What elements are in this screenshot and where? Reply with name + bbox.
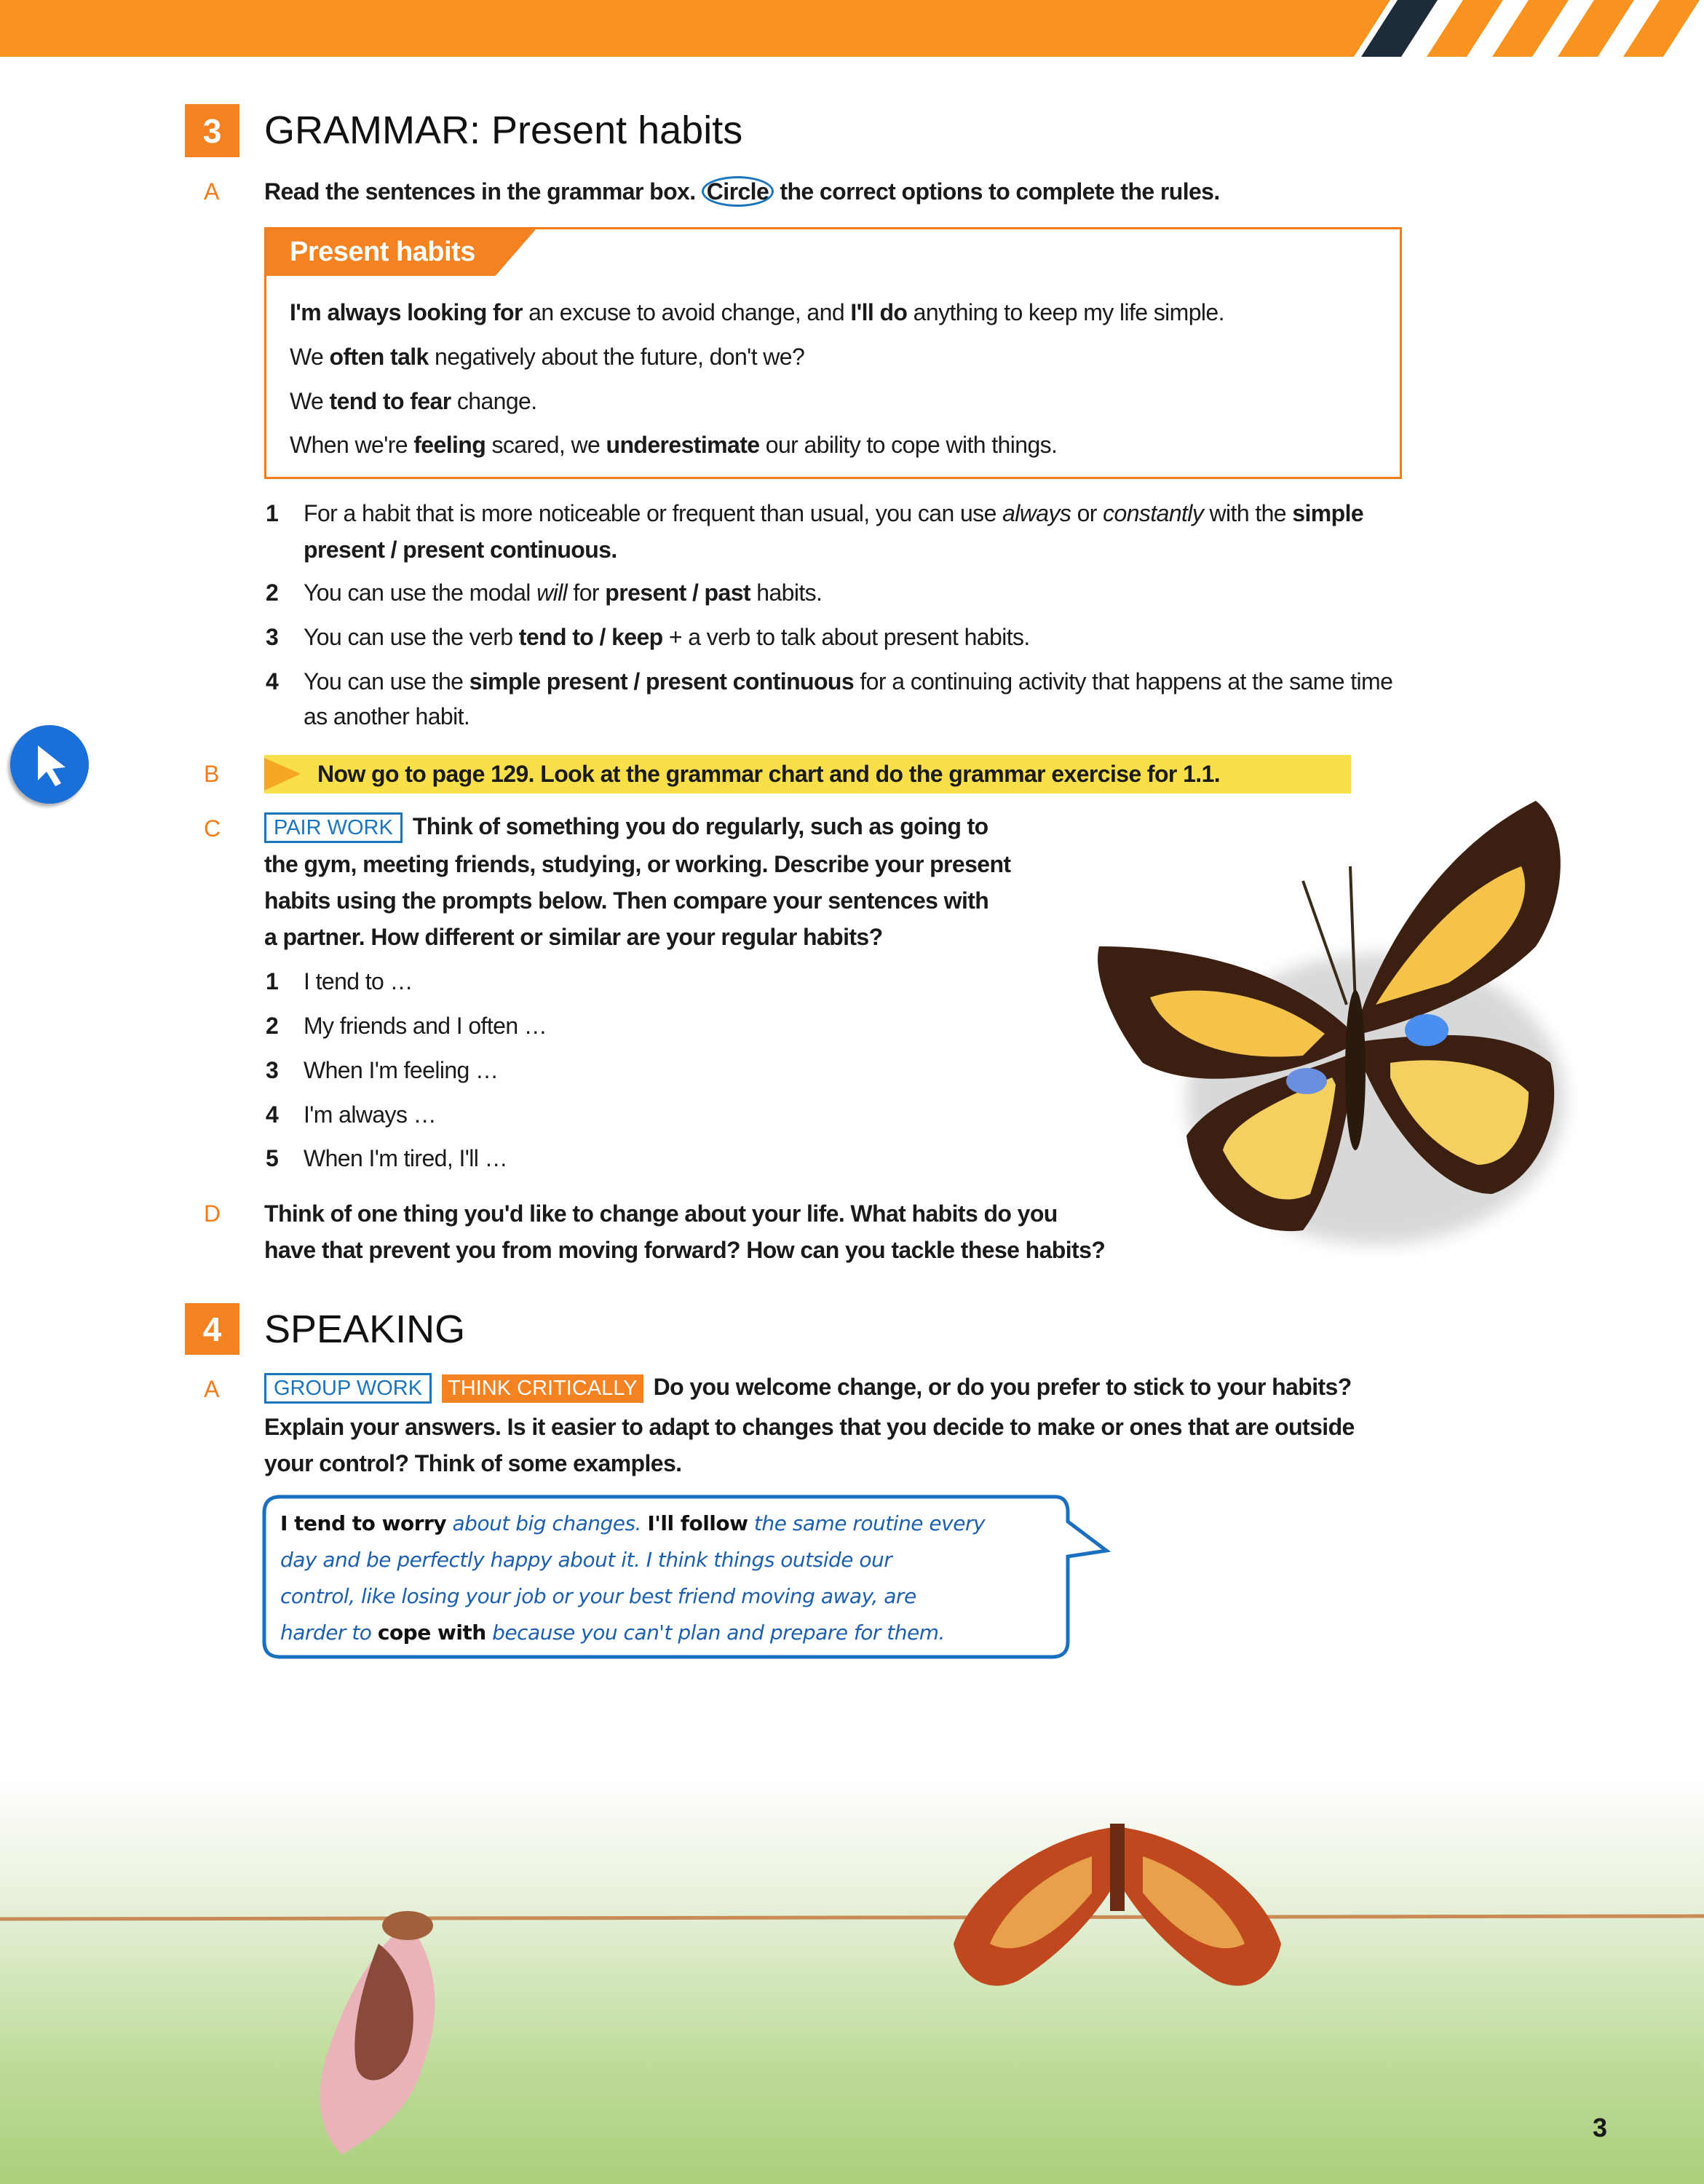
rule-4-line-2: as another habit. [304, 703, 470, 729]
rule-number: 1 [266, 500, 279, 526]
section-number-badge: 3 [185, 104, 239, 157]
exercise-c-line-3: habits using the prompts below. Then compare your sentences with [264, 887, 989, 914]
pointer-arrow-icon [10, 725, 89, 804]
atlas-moth [954, 1824, 1281, 1986]
rule-2-options[interactable]: present / past [605, 579, 750, 606]
grammar-example-2: We often talk negatively about the future, don't we? [290, 344, 805, 370]
rule-3: You can use the verb tend to / keep + a verb to talk about present habits. [304, 624, 1030, 650]
rule-3-options[interactable]: tend to / keep [518, 624, 663, 650]
prompt-item: I tend to … [304, 968, 413, 994]
grammar-box [264, 227, 1402, 479]
bubble-line-1: I tend to worry about big changes. I'll follow the same routine every [280, 1511, 986, 1535]
bubble-line-4: harder to cope with because you can't plan and prepare for them. [280, 1621, 945, 1645]
prompt-item: When I'm tired, I'll … [304, 1145, 507, 1171]
bubble-line-3: control, like losing your job or your best friend moving away, are [280, 1584, 916, 1608]
grammar-example-4: When we're feeling scared, we underestimate our ability to cope with things. [290, 432, 1058, 458]
exercise-c-line-4: a partner. How different or similar are your regular habits? [264, 924, 883, 950]
top-banner [0, 0, 1704, 57]
section-title: SPEAKING [264, 1307, 466, 1351]
pair-work-tag: PAIR WORK [264, 812, 403, 843]
exercise-letter-a: A [204, 1376, 220, 1402]
group-work-tag: GROUP WORK [264, 1373, 432, 1404]
instruction-text: Read the sentences in the grammar box. [264, 178, 702, 205]
rule-number: 4 [266, 668, 279, 695]
exercise-c-line-1: PAIR WORK Think of something you do regularly, such as going to [264, 812, 988, 843]
grammar-example-3: We tend to fear change. [290, 388, 537, 414]
exercise-4a-line-2: Explain your answers. Is it easier to adapt to changes that you decide to make or ones that are outside [264, 1414, 1355, 1440]
rule-4-options[interactable]: simple present / present continuous [469, 668, 855, 695]
prompt-item: My friends and I often … [304, 1013, 547, 1039]
arrow-right-icon [264, 755, 301, 794]
exercise-d-line-2: have that prevent you from moving forward? How can you tackle these habits? [264, 1237, 1106, 1263]
grammar-example-1: I'm always looking for an excuse to avoid change, and I'll do anything to keep my life simple. [290, 299, 1224, 325]
moth-photo [0, 1776, 1704, 2184]
rule-4: You can use the simple present / present continuous for a continuing activity that happens at the same time [304, 668, 1393, 695]
prompt-item: When I'm feeling … [304, 1057, 499, 1083]
section-title: GRAMMAR: Present habits [264, 108, 743, 152]
prompt-number: 1 [266, 968, 279, 994]
rule-1-options[interactable]: present / present continuous. [304, 537, 617, 563]
grammar-box-title: Present habits [290, 237, 475, 267]
exercise-letter-a: A [204, 178, 220, 205]
exercise-letter-b: B [204, 761, 220, 787]
prompt-number: 2 [266, 1013, 279, 1039]
exercise-a-instruction [264, 178, 1220, 205]
page-number: 3 [1593, 2113, 1608, 2143]
exercise-d-line-1: Think of one thing you'd like to change about your life. What habits do you [264, 1200, 1058, 1227]
exercise-4a-line-1: GROUP WORK THINK CRITICALLY Do you welcome change, or do you prefer to stick to your habits? [264, 1373, 1352, 1404]
rule-number: 2 [266, 579, 279, 606]
exercise-b-text[interactable]: Now go to page 129. Look at the grammar chart and do the grammar exercise for 1.1. [317, 761, 1221, 787]
prompt-item: I'm always … [304, 1101, 437, 1128]
rule-2: You can use the modal will for present / past habits. [304, 579, 823, 606]
exercise-4a-line-3: your control? Think of some examples. [264, 1450, 682, 1476]
circled-word: Circle [702, 176, 774, 207]
rule-number: 3 [266, 624, 279, 650]
prompt-number: 5 [266, 1145, 279, 1171]
prompt-number: 3 [266, 1057, 279, 1083]
exercise-letter-c: C [204, 815, 221, 842]
think-critically-tag: THINK CRITICALLY [442, 1374, 643, 1403]
section-number-badge: 4 [185, 1303, 239, 1355]
bubble-line-2: day and be perfectly happy about it. I think things outside our [280, 1548, 892, 1572]
instruction-text: the correct options to complete the rules. [774, 178, 1220, 205]
butterfly-image [1085, 786, 1609, 1281]
cursor-button[interactable] [10, 725, 89, 804]
exercise-letter-d: D [204, 1200, 221, 1227]
rule-1: For a habit that is more noticeable or frequent than usual, you can use always or constantly with the simple [304, 500, 1364, 526]
cocoon-moth [320, 1911, 435, 2155]
prompt-number: 4 [266, 1101, 279, 1128]
exercise-c-line-2: the gym, meeting friends, studying, or working. Describe your present [264, 851, 1011, 877]
stripe-decoration [0, 0, 1704, 57]
